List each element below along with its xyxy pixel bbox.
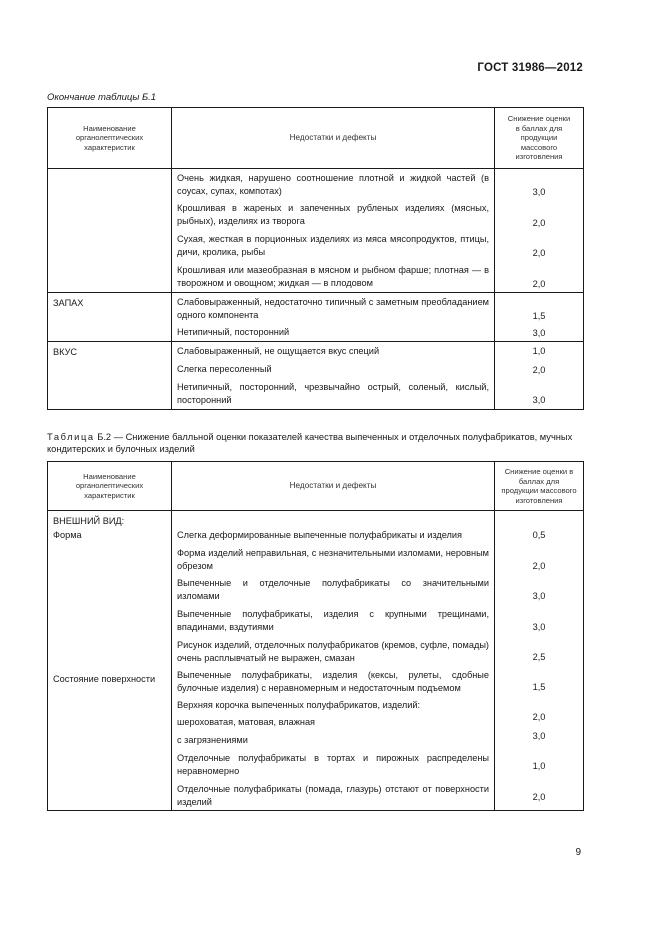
defect-text: Нетипичный, посторонний <box>177 327 290 337</box>
defect-text: Рисунок изделий, отделочных полуфабрикатов (кремов, суфле, помады) очень расплывчатый не выражен, смазан <box>177 640 489 663</box>
page-number: 9 <box>575 847 581 858</box>
defect-text: Отделочные полуфабрикаты в тортах и пирожных распределены неравномерно <box>177 753 489 776</box>
score-value: 2,0 <box>532 248 546 258</box>
standard-number: ГОСТ 31986—2012 <box>477 62 583 74</box>
defect-text: Нетипичный, посторонний, чрезвычайно острый, соленый, кислый, посторонний <box>177 382 489 405</box>
score-value: 2,0 <box>532 364 546 375</box>
section-title: ВНЕШНИЙ ВИД: <box>53 516 125 526</box>
characteristic-cell <box>48 511 172 811</box>
defect-text: Форма изделий неправильная, с незначительными изломами, неровным обрезом <box>177 548 489 571</box>
defects-cell <box>172 169 495 293</box>
characteristic-cell: ЗАПАХ <box>48 293 172 342</box>
table2-header-score: Снижение оценки в баллах для продукции массового изготовления <box>495 462 584 511</box>
scores-cell <box>495 169 584 293</box>
defect-text: Слегка деформированные выпеченные полуфабрикаты и изделия <box>177 530 462 540</box>
table2-caption-label: Таблица <box>47 432 95 442</box>
table2-header-row <box>48 462 584 511</box>
score-value: 3,0 <box>532 621 546 632</box>
table2-header-defects: Недостатки и дефекты <box>172 462 495 511</box>
score-value: 2,0 <box>532 712 546 722</box>
defect-text: Очень жидкая, нарушено соотношение плотной и жидкой частей (в соусах, супах, компотах) <box>177 173 489 196</box>
defect-text: Выпеченные полуфабрикаты, изделия с крупными трещинами, впадинами, вздутиями <box>177 609 489 632</box>
scores-cell <box>495 511 584 811</box>
score-value: 1,0 <box>532 346 546 356</box>
defect-text: Выпеченные полуфабрикаты, изделия (кексы, рулеты, сдобные булочные изделия) с неравномерным и недостаточным подъемом <box>177 670 489 693</box>
defect-text: Слабовыраженный, недостаточно типичный с заметным преобладанием одного компонента <box>177 297 489 320</box>
score-value: 3,0 <box>532 327 546 338</box>
defect-text: Крошливая или мазеобразная в мясном и рыбном фарше; плотная — в творожном и овощном; жидкая — в плодовом <box>177 265 489 288</box>
defect-text: Сухая, жесткая в порционных изделиях из мяса мясопродуктов, птицы, дичи, кролика, рыбы <box>177 234 489 257</box>
table2-header-characteristic: Наименование органолептических характеристик <box>48 462 172 511</box>
score-value: 2,5 <box>532 652 546 662</box>
table1-header-characteristic: Наименование органолептических характеристик <box>48 108 172 169</box>
scores-cell <box>495 293 584 342</box>
score-value: 1,0 <box>532 761 546 771</box>
characteristic-label: Форма <box>53 530 82 540</box>
score-value: 3,0 <box>532 730 546 741</box>
table2-caption <box>47 431 587 455</box>
table1 <box>47 107 584 410</box>
characteristic-label: Состояние поверхности <box>53 674 156 684</box>
table1-group-row <box>48 293 584 342</box>
table2-caption-text: Б.2 — Снижение балльной оценки показателей качества выпеченных и отделочных полуфабрикатов, мучных кондитерских и булочных изделий <box>47 432 573 454</box>
table1-header-defects: Недостатки и дефекты <box>172 108 495 169</box>
score-value: 1,5 <box>532 681 546 692</box>
defect-text: Отделочные полуфабрикаты (помада, глазурь) отстают от поверхности изделий <box>177 784 489 807</box>
defect-text: с загрязнениями <box>177 735 248 745</box>
defect-text: Слегка пересоленный <box>177 364 272 374</box>
characteristic-cell: ВКУС <box>48 342 172 410</box>
characteristic-cell <box>48 169 172 293</box>
table2 <box>47 461 584 811</box>
score-value: 2,0 <box>532 217 546 228</box>
defect-text: Выпеченные и отделочные полуфабрикаты со значительными изломами <box>177 578 489 601</box>
score-value: 3,0 <box>532 395 546 405</box>
defects-cell <box>172 293 495 342</box>
defect-text: Верхняя корочка выпеченных полуфабрикатов, изделий: <box>177 700 421 710</box>
table1-header-score: Снижение оценки в баллах для продукции массового изготовления <box>495 108 584 169</box>
defects-cell <box>172 342 495 410</box>
defects-cell <box>172 511 495 811</box>
score-value: 2,0 <box>532 791 546 802</box>
table1-header-row <box>48 108 584 169</box>
score-value: 0,5 <box>532 530 546 540</box>
score-value: 1,5 <box>532 311 546 321</box>
score-value: 2,0 <box>532 560 546 571</box>
table1-group-row <box>48 169 584 293</box>
table1-caption: Окончание таблицы Б.1 <box>47 92 157 103</box>
defect-text: Крошливая в жареных и запеченных рубленых изделиях (мясных, рыбных), изделиях из творога <box>177 203 489 226</box>
defect-text: Слабовыраженный, не ощущается вкус специй <box>177 346 380 356</box>
table2-body-row <box>48 511 584 811</box>
scores-cell <box>495 342 584 410</box>
score-value: 2,0 <box>532 278 546 289</box>
defect-text: шероховатая, матовая, влажная <box>177 717 316 727</box>
score-value: 3,0 <box>532 591 546 601</box>
table1-group-row <box>48 342 584 410</box>
score-value: 3,0 <box>532 187 546 197</box>
